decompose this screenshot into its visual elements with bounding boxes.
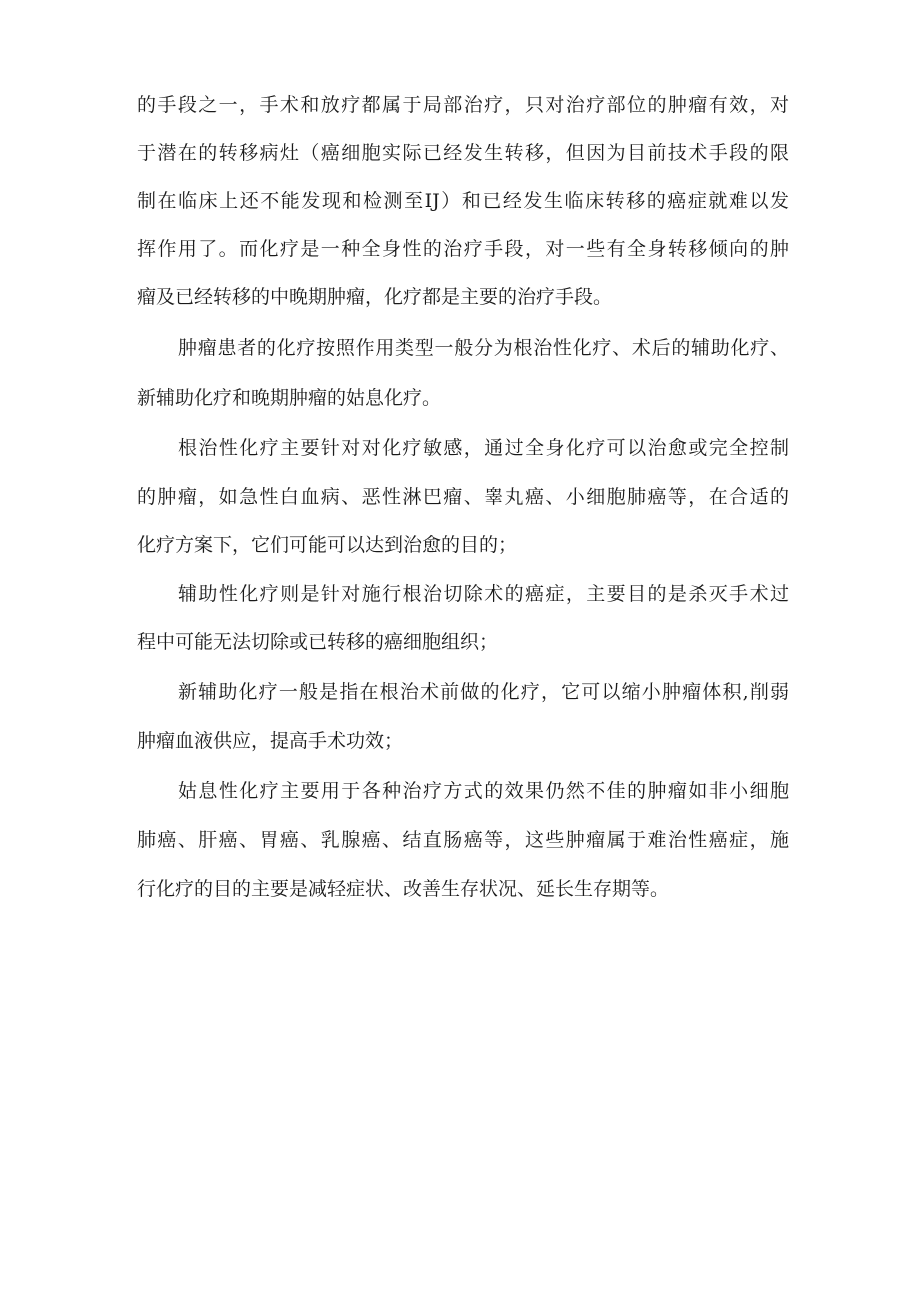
paragraph-6-line-3: 行化疗的目的主要是减轻症状、改善生存状况、延长生存期等。 xyxy=(137,878,670,900)
paragraph-2-line-1: 肿瘤患者的化疗按照作用类型一般分为根治性化疗、术后的辅助化疗、 xyxy=(178,337,789,359)
paragraph-4-line-1: 辅助性化疗则是针对施行根治切除术的癌症，主要目的是杀灭手术过 xyxy=(178,583,789,605)
paragraph-1-line-4: 挥作用了。而化疗是一种全身性的治疗手段，对一些有全身转移倾向的肿 xyxy=(137,238,789,260)
paragraph-2-line-2: 新辅助化疗和晚期肿瘤的姑息化疗。 xyxy=(137,387,442,409)
paragraph-3-line-3: 化疗方案下，它们可能可以达到治愈的目的； xyxy=(137,534,518,556)
paragraph-5-line-1: 新辅助化疗一般是指在根治术前做的化疗，它可以缩小肿瘤体积,削弱 xyxy=(178,681,789,703)
paragraph-1-line-3: 制在临床上还不能发现和检测至IJ）和已经发生临床转移的癌症就难以发 xyxy=(137,190,789,212)
paragraph-6-line-1: 姑息性化疗主要用于各种治疗方式的效果仍然不佳的肿瘤如非小细胞 xyxy=(178,780,789,802)
paragraph-1-line-1: 的手段之一，手术和放疗都属于局部治疗，只对治疗部位的肿瘤有效，对 xyxy=(137,94,789,116)
paragraph-1-line-2: 于潜在的转移病灶（癌细胞实际已经发生转移，但因为目前技术手段的限 xyxy=(137,142,789,164)
paragraph-4-line-2: 程中可能无法切除或已转移的癌细胞组织； xyxy=(137,631,499,653)
paragraph-6-line-2: 肺癌、肝癌、胃癌、乳腺癌、结直肠癌等，这些肿瘤属于难治性癌症，施 xyxy=(137,829,789,851)
paragraph-3-line-1: 根治性化疗主要针对对化疗敏感，通过全身化疗可以治愈或完全控制 xyxy=(178,437,789,459)
paragraph-1-line-5: 瘤及已经转移的中晚期肿瘤，化疗都是主要的治疗手段。 xyxy=(137,286,613,308)
paragraph-3-line-2: 的肿瘤，如急性白血病、恶性淋巴瘤、睾丸癌、小细胞肺癌等，在合适的 xyxy=(137,486,789,508)
paragraph-5-line-2: 肿瘤血液供应，提高手术功效； xyxy=(137,730,404,752)
